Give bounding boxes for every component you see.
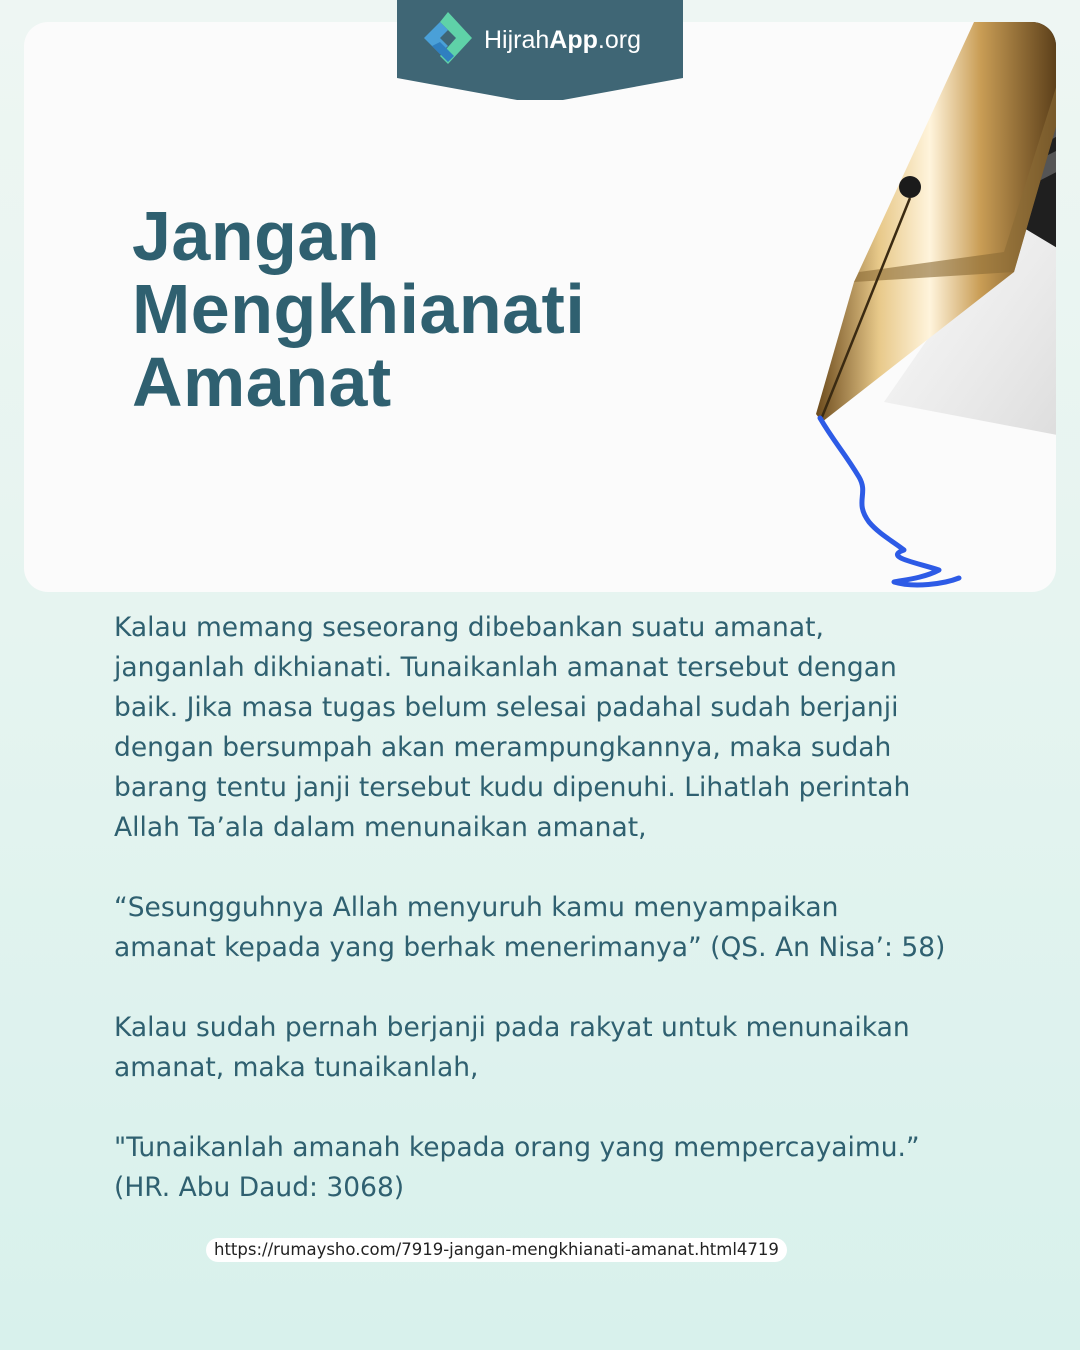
source-link[interactable]: https://rumaysho.com/7919-jangan-mengkhianati-amanat.html4719 [206, 1238, 787, 1262]
title-line-1: Jangan [132, 197, 381, 275]
paragraph-2: Kalau sudah pernah berjanji pada rakyat untuk menunaikan amanat, maka tunaikanlah, [114, 1012, 910, 1083]
page-title [132, 197, 586, 421]
quote-2-text: "Tunaikanlah amanah kepada orang yang mempercayaimu.” [114, 1132, 920, 1163]
quote-1-text: “Sesungguhnya Allah menyuruh kamu menyampaikan amanat kepada yang berhak menerimanya” [114, 892, 839, 963]
hijrahapp-logo-icon [418, 8, 476, 70]
article-body [114, 608, 1044, 1208]
quote-2-reference: (HR. Abu Daud: 3068) [114, 1172, 405, 1203]
brand-name-part3: .org [597, 26, 641, 54]
quote-1 [114, 888, 1044, 968]
title-line-2: Mengkhianati [132, 270, 586, 348]
paragraph-1: Kalau memang seseorang dibebankan suatu amanat, janganlah dikhianati. Tunaikanlah amanat tersebut dengan baik. Jika masa tugas belum selesai padahal sudah berjanji dengan bersumpah akan merampungkannya, maka sudah barang tentu janji tersebut kudu dipenuhi. Lihatlah perintah Allah Ta’ala dalam menunaikan amanat, [114, 612, 911, 843]
hero-card [24, 22, 1056, 592]
quote-2 [114, 1128, 1044, 1208]
fountain-pen-icon [764, 22, 1056, 592]
brand-name-part2: App [549, 26, 598, 54]
brand-name[interactable] [484, 22, 641, 58]
title-line-3: Amanat [132, 343, 392, 421]
quote-1-reference: (QS. An Nisa’: 58) [701, 932, 946, 963]
brand-name-part1: Hijrah [484, 26, 550, 54]
